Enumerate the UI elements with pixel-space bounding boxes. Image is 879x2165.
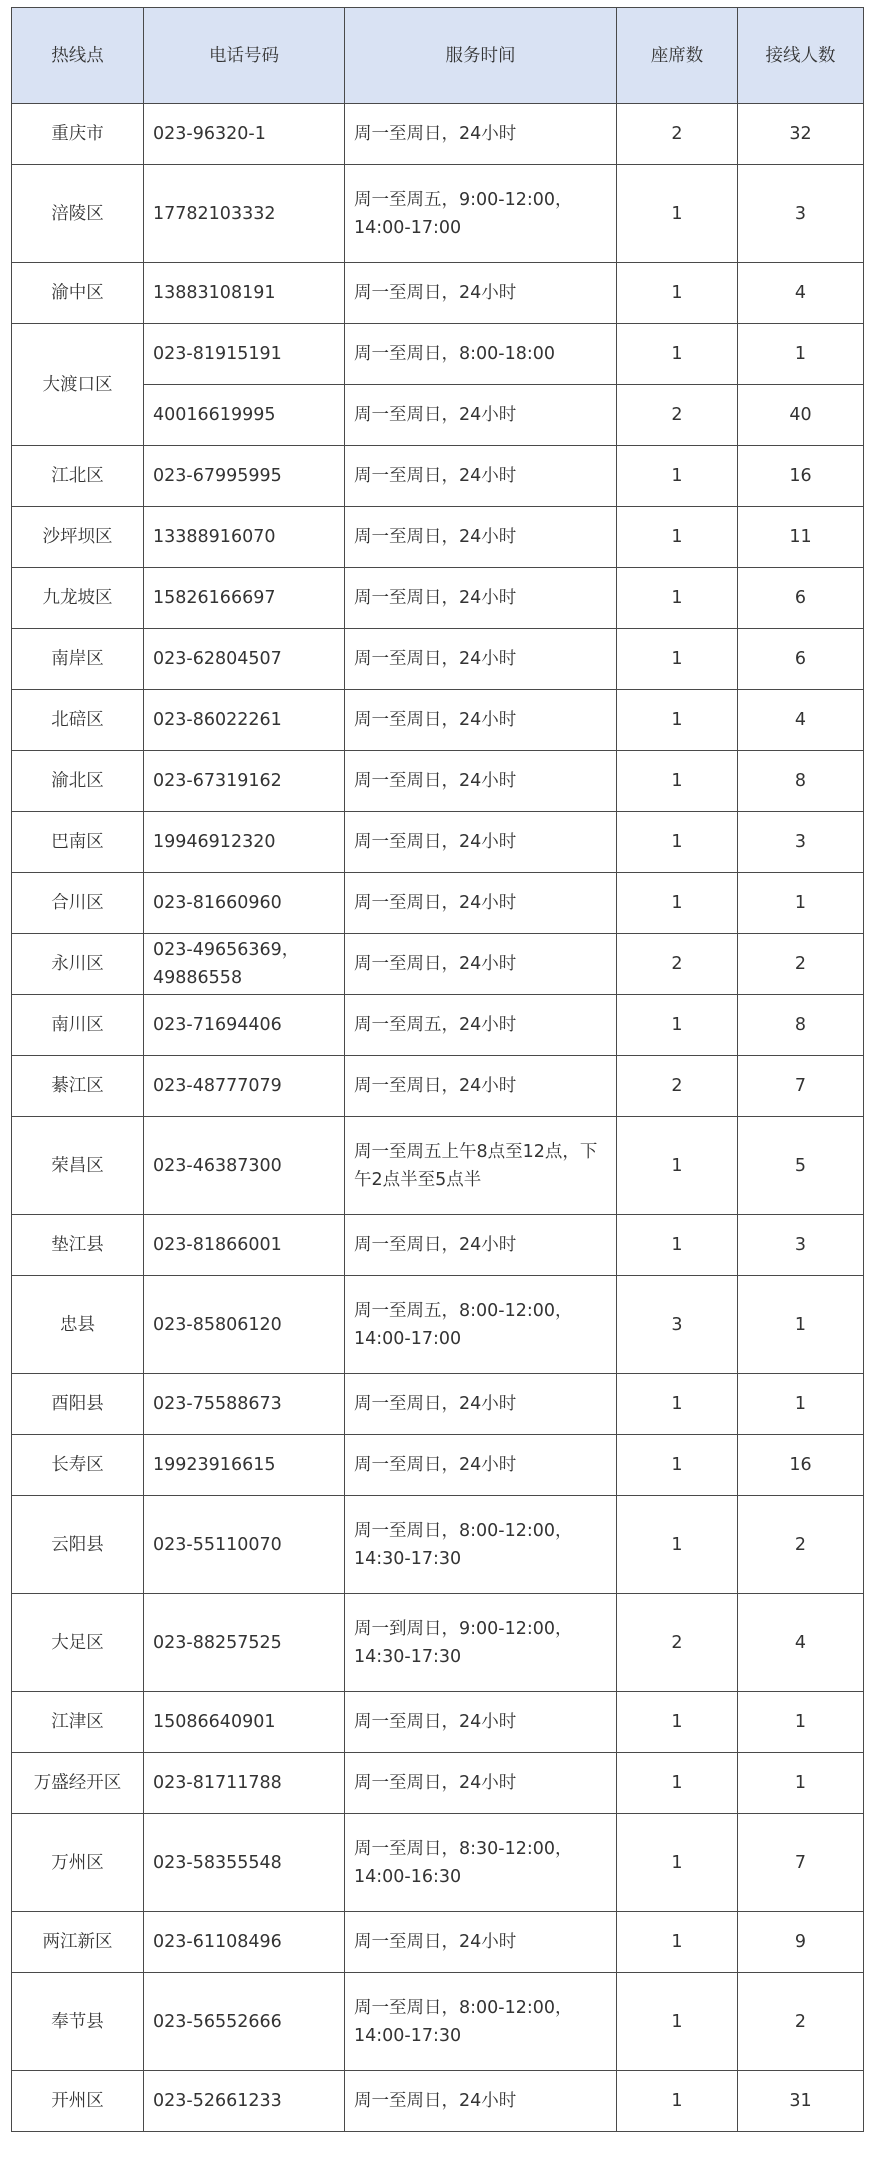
- table-row: [12, 1056, 864, 1117]
- cell-operators: 4: [738, 1594, 864, 1692]
- cell-district: 渝中区: [12, 263, 144, 324]
- cell-district: 万州区: [12, 1814, 144, 1912]
- cell-phone: 023-55110070: [144, 1496, 345, 1594]
- cell-phone: 15826166697: [144, 568, 345, 629]
- cell-hours: 周一至周日，24小时: [345, 385, 617, 446]
- cell-district: 九龙坡区: [12, 568, 144, 629]
- cell-hours: 周一至周日，8:00-18:00: [345, 324, 617, 385]
- cell-phone: 023-46387300: [144, 1117, 345, 1215]
- cell-district: 江津区: [12, 1692, 144, 1753]
- table-row: [12, 751, 864, 812]
- cell-district: 奉节县: [12, 1973, 144, 2071]
- table-row: [12, 1692, 864, 1753]
- cell-district: 沙坪坝区: [12, 507, 144, 568]
- cell-seats: 2: [617, 1594, 738, 1692]
- cell-hours: 周一至周日，24小时: [345, 812, 617, 873]
- cell-operators: 8: [738, 751, 864, 812]
- cell-operators: 16: [738, 446, 864, 507]
- cell-phone: 023-52661233: [144, 2071, 345, 2132]
- cell-operators: 4: [738, 690, 864, 751]
- cell-phone: 023-75588673: [144, 1374, 345, 1435]
- cell-seats: 1: [617, 1753, 738, 1814]
- cell-hours: 周一至周日，24小时: [345, 1692, 617, 1753]
- cell-phone: 023-81711788: [144, 1753, 345, 1814]
- cell-hours: 周一至周日，24小时: [345, 1374, 617, 1435]
- cell-operators: 8: [738, 995, 864, 1056]
- cell-operators: 3: [738, 165, 864, 263]
- cell-phone: 023-86022261: [144, 690, 345, 751]
- cell-operators: 40: [738, 385, 864, 446]
- cell-district: 涪陵区: [12, 165, 144, 263]
- header-district: 热线点: [12, 8, 144, 104]
- table-row: [12, 995, 864, 1056]
- cell-seats: 2: [617, 934, 738, 995]
- table-row: [12, 1435, 864, 1496]
- cell-hours: 周一到周日，9:00-12:00，14:30-17:30: [345, 1594, 617, 1692]
- cell-hours: 周一至周日，24小时: [345, 1753, 617, 1814]
- cell-operators: 9: [738, 1912, 864, 1973]
- cell-district: 荣昌区: [12, 1117, 144, 1215]
- cell-seats: 1: [617, 324, 738, 385]
- cell-hours: 周一至周日，24小时: [345, 446, 617, 507]
- cell-hours: 周一至周日，24小时: [345, 263, 617, 324]
- cell-phone: 023-96320-1: [144, 104, 345, 165]
- cell-hours: 周一至周五，8:00-12:00，14:00-17:00: [345, 1276, 617, 1374]
- table-row: [12, 1814, 864, 1912]
- cell-seats: 1: [617, 507, 738, 568]
- cell-operators: 31: [738, 2071, 864, 2132]
- cell-operators: 32: [738, 104, 864, 165]
- cell-hours: 周一至周日，24小时: [345, 1912, 617, 1973]
- table-row: [12, 263, 864, 324]
- cell-seats: 1: [617, 873, 738, 934]
- cell-seats: 1: [617, 1973, 738, 2071]
- cell-seats: 2: [617, 104, 738, 165]
- header-hours: 服务时间: [345, 8, 617, 104]
- cell-district: 垫江县: [12, 1215, 144, 1276]
- cell-district: 北碚区: [12, 690, 144, 751]
- cell-operators: 3: [738, 1215, 864, 1276]
- cell-hours: 周一至周日，24小时: [345, 2071, 617, 2132]
- cell-hours: 周一至周日，24小时: [345, 1056, 617, 1117]
- cell-phone: 023-49656369，49886558: [144, 934, 345, 995]
- cell-phone: 023-62804507: [144, 629, 345, 690]
- cell-operators: 6: [738, 568, 864, 629]
- cell-phone: 17782103332: [144, 165, 345, 263]
- cell-phone: 13883108191: [144, 263, 345, 324]
- cell-district: 南川区: [12, 995, 144, 1056]
- cell-phone: 023-88257525: [144, 1594, 345, 1692]
- cell-district: 长寿区: [12, 1435, 144, 1496]
- cell-hours: 周一至周日，24小时: [345, 507, 617, 568]
- cell-hours: 周一至周五，9:00-12:00，14:00-17:00: [345, 165, 617, 263]
- cell-phone: 023-81915191: [144, 324, 345, 385]
- cell-hours: 周一至周日，24小时: [345, 873, 617, 934]
- cell-phone: 023-81660960: [144, 873, 345, 934]
- cell-operators: 1: [738, 324, 864, 385]
- cell-phone: 023-67995995: [144, 446, 345, 507]
- cell-district: 酉阳县: [12, 1374, 144, 1435]
- cell-hours: 周一至周五，24小时: [345, 995, 617, 1056]
- cell-seats: 1: [617, 1496, 738, 1594]
- cell-operators: 1: [738, 1692, 864, 1753]
- cell-seats: 1: [617, 2071, 738, 2132]
- table-row: [12, 934, 864, 995]
- cell-operators: 1: [738, 873, 864, 934]
- cell-seats: 3: [617, 1276, 738, 1374]
- cell-seats: 1: [617, 446, 738, 507]
- cell-phone: 40016619995: [144, 385, 345, 446]
- table-row: [12, 568, 864, 629]
- table-row: [12, 104, 864, 165]
- cell-hours: 周一至周日，24小时: [345, 104, 617, 165]
- cell-phone: 023-56552666: [144, 1973, 345, 2071]
- cell-district: 大足区: [12, 1594, 144, 1692]
- header-operators: 接线人数: [738, 8, 864, 104]
- hotline-table: [11, 7, 864, 2132]
- cell-seats: 1: [617, 1435, 738, 1496]
- cell-district: 万盛经开区: [12, 1753, 144, 1814]
- cell-district: 云阳县: [12, 1496, 144, 1594]
- cell-seats: 1: [617, 995, 738, 1056]
- cell-phone: 13388916070: [144, 507, 345, 568]
- header-row: [12, 8, 864, 104]
- table-row: [12, 324, 864, 385]
- cell-district: 大渡口区: [12, 324, 144, 446]
- cell-operators: 1: [738, 1753, 864, 1814]
- cell-operators: 4: [738, 263, 864, 324]
- cell-phone: 023-71694406: [144, 995, 345, 1056]
- cell-seats: 1: [617, 1912, 738, 1973]
- cell-seats: 1: [617, 690, 738, 751]
- cell-seats: 2: [617, 385, 738, 446]
- table-body: [12, 104, 864, 2132]
- header-phone: 电话号码: [144, 8, 345, 104]
- cell-seats: 2: [617, 1056, 738, 1117]
- cell-operators: 11: [738, 507, 864, 568]
- table-row: [12, 1594, 864, 1692]
- table-row: [12, 165, 864, 263]
- cell-district: 江北区: [12, 446, 144, 507]
- cell-district: 两江新区: [12, 1912, 144, 1973]
- cell-hours: 周一至周日，24小时: [345, 690, 617, 751]
- table-row: [12, 2071, 864, 2132]
- cell-operators: 7: [738, 1056, 864, 1117]
- cell-hours: 周一至周五上午8点至12点，下午2点半至5点半: [345, 1117, 617, 1215]
- cell-phone: 023-58355548: [144, 1814, 345, 1912]
- table-row: [12, 690, 864, 751]
- cell-hours: 周一至周日，24小时: [345, 934, 617, 995]
- cell-district: 开州区: [12, 2071, 144, 2132]
- table-row: [12, 1374, 864, 1435]
- table-row: [12, 1215, 864, 1276]
- cell-operators: 2: [738, 1973, 864, 2071]
- cell-seats: 1: [617, 751, 738, 812]
- cell-district: 永川区: [12, 934, 144, 995]
- cell-operators: 2: [738, 1496, 864, 1594]
- cell-operators: 2: [738, 934, 864, 995]
- cell-seats: 1: [617, 1215, 738, 1276]
- cell-hours: 周一至周日，24小时: [345, 568, 617, 629]
- table-row: [12, 1276, 864, 1374]
- table-row: [12, 1117, 864, 1215]
- table-row: [12, 1912, 864, 1973]
- cell-phone: 023-48777079: [144, 1056, 345, 1117]
- cell-district: 南岸区: [12, 629, 144, 690]
- cell-phone: 19946912320: [144, 812, 345, 873]
- cell-hours: 周一至周日，24小时: [345, 1435, 617, 1496]
- cell-seats: 1: [617, 263, 738, 324]
- cell-hours: 周一至周日，24小时: [345, 751, 617, 812]
- table-row: [12, 1753, 864, 1814]
- cell-seats: 1: [617, 1374, 738, 1435]
- cell-operators: 7: [738, 1814, 864, 1912]
- table-row: [12, 1496, 864, 1594]
- cell-operators: 3: [738, 812, 864, 873]
- cell-hours: 周一至周日，8:30-12:00，14:00-16:30: [345, 1814, 617, 1912]
- cell-district: 綦江区: [12, 1056, 144, 1117]
- cell-hours: 周一至周日，24小时: [345, 629, 617, 690]
- cell-seats: 1: [617, 568, 738, 629]
- cell-phone: 023-67319162: [144, 751, 345, 812]
- table-row: [12, 629, 864, 690]
- cell-district: 渝北区: [12, 751, 144, 812]
- table-row: [12, 1973, 864, 2071]
- cell-phone: 15086640901: [144, 1692, 345, 1753]
- cell-seats: 1: [617, 165, 738, 263]
- table-row: [12, 446, 864, 507]
- cell-hours: 周一至周日，8:00-12:00，14:30-17:30: [345, 1496, 617, 1594]
- cell-phone: 023-85806120: [144, 1276, 345, 1374]
- cell-seats: 1: [617, 1117, 738, 1215]
- cell-seats: 1: [617, 812, 738, 873]
- cell-phone: 023-61108496: [144, 1912, 345, 1973]
- table-row: [12, 812, 864, 873]
- table-row: [12, 873, 864, 934]
- cell-phone: 19923916615: [144, 1435, 345, 1496]
- cell-operators: 1: [738, 1374, 864, 1435]
- cell-operators: 5: [738, 1117, 864, 1215]
- cell-hours: 周一至周日，8:00-12:00，14:00-17:30: [345, 1973, 617, 2071]
- cell-district: 巴南区: [12, 812, 144, 873]
- header-seats: 座席数: [617, 8, 738, 104]
- cell-hours: 周一至周日，24小时: [345, 1215, 617, 1276]
- cell-seats: 1: [617, 1814, 738, 1912]
- table-row: [12, 507, 864, 568]
- cell-district: 忠县: [12, 1276, 144, 1374]
- cell-operators: 1: [738, 1276, 864, 1374]
- cell-seats: 1: [617, 629, 738, 690]
- cell-operators: 16: [738, 1435, 864, 1496]
- cell-operators: 6: [738, 629, 864, 690]
- cell-district: 合川区: [12, 873, 144, 934]
- cell-seats: 1: [617, 1692, 738, 1753]
- hotline-table-container: [11, 7, 864, 2132]
- cell-phone: 023-81866001: [144, 1215, 345, 1276]
- cell-district: 重庆市: [12, 104, 144, 165]
